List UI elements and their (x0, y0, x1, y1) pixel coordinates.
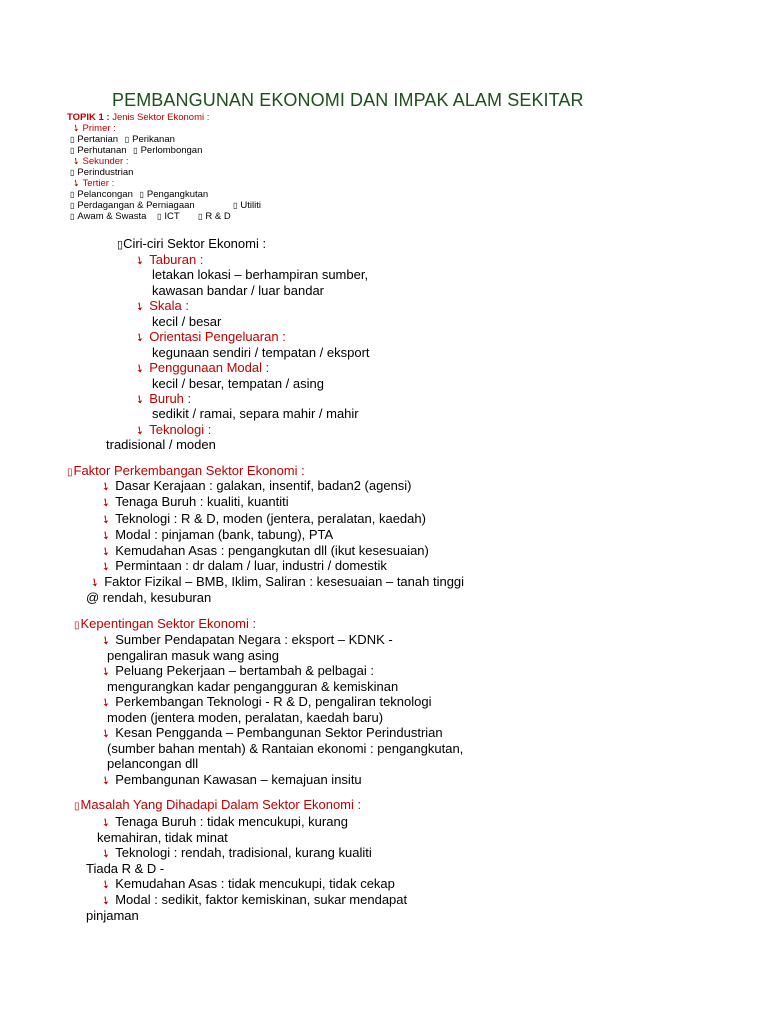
masalah-cont: Tiada R & D - (86, 861, 165, 876)
square-bullet-icon: ▯ (70, 168, 75, 177)
sekunder-label: Sekunder : (82, 156, 129, 167)
square-bullet-icon: ▯ (157, 212, 162, 221)
buruh-text: sedikit / ramai, separa mahir / mahir (152, 406, 359, 421)
faktor-heading-text: Faktor Perkembangan Sektor Ekonomi : (73, 463, 305, 478)
skala-label: Skala : (149, 298, 189, 313)
square-bullet-icon: ▯ (139, 190, 144, 199)
modal-heading (132, 360, 270, 377)
taburan-text-2: kawasan bandar / luar bandar (152, 283, 325, 298)
tertier-row-3c (198, 211, 231, 222)
faktor-item (98, 511, 426, 528)
square-bullet-icon: ▯ (117, 239, 124, 251)
square-bullet-icon: ▯ (198, 212, 203, 221)
faktor-item-text: Faktor Fizikal – BMB, Iklim, Saliran : kesesuaian – tanah tinggi (104, 574, 465, 589)
sekunder-row-1 (70, 167, 133, 178)
red-arrow-bullet-icon: ➘ (98, 815, 113, 831)
masalah-item (98, 845, 372, 862)
taburan-heading (132, 252, 204, 269)
buruh-label: Buruh : (149, 391, 192, 406)
red-arrow-bullet-icon: ➘ (98, 633, 113, 649)
masalah-item (98, 892, 408, 909)
primer-label: Primer : (82, 123, 116, 134)
red-arrow-bullet-icon: ➘ (98, 528, 113, 544)
tertier-row-3 (70, 211, 146, 222)
masalah-item-text: Teknologi : rendah, tradisional, kurang kualiti (115, 845, 372, 860)
list-item: R & D (205, 211, 231, 222)
faktor-item-text: Modal : pinjaman (bank, tabung), PTA (115, 527, 334, 542)
red-arrow-bullet-icon: ➘ (98, 512, 113, 528)
square-bullet-icon: ▯ (124, 135, 130, 144)
list-item: Pertanian (77, 134, 119, 145)
square-bullet-icon: ▯ (74, 620, 80, 631)
kepentingan-item (98, 694, 432, 711)
ciri-heading (117, 236, 266, 251)
list-item: Perdagangan & Perniagaan (77, 200, 195, 211)
square-bullet-icon: ▯ (70, 135, 75, 144)
buruh-heading (132, 391, 192, 408)
faktor-item-text: Permintaan : dr dalam / luar, industri / domestik (115, 558, 387, 573)
topik-text: Jenis Sektor Ekonomi : (109, 112, 210, 123)
red-arrow-bullet-icon: ➘ (98, 544, 113, 560)
taburan-text-1: letakan lokasi – berhampiran sumber, (152, 267, 369, 282)
red-arrow-bullet-icon: ➘ (98, 846, 113, 862)
square-bullet-icon: ▯ (233, 201, 238, 210)
red-arrow-bullet-icon: ➘ (132, 299, 147, 315)
orientasi-text: kegunaan sendiri / tempatan / eksport (152, 345, 370, 360)
list-item: Awam & Swasta (77, 211, 147, 222)
tertier-row-3b (157, 211, 180, 222)
red-arrow-bullet-icon: ➘ (98, 893, 113, 909)
kepentingan-cont: (sumber bahan mentah) & Rantaian ekonomi : pengangkutan, (107, 741, 464, 756)
red-arrow-bullet-icon: ➘ (98, 773, 113, 789)
masalah-item-text: Tenaga Buruh : tidak mencukupi, kurang (115, 814, 348, 829)
square-bullet-icon: ▯ (70, 201, 75, 210)
faktor-cont: @ rendah, kesuburan (86, 590, 212, 605)
red-arrow-bullet-icon: ➘ (132, 423, 147, 439)
masalah-item (98, 876, 395, 893)
tertier-row-1 (70, 189, 208, 200)
ciri-heading-text: Ciri-ciri Sektor Ekonomi : (123, 236, 267, 251)
list-item: Perikanan (132, 134, 175, 145)
topik-label: TOPIK 1 : (67, 112, 110, 123)
tertier-heading (72, 178, 114, 189)
taburan-label: Taburan : (149, 252, 204, 267)
faktor-item-text: Dasar Kerajaan : galakan, insentif, badan2 (agensi) (115, 478, 412, 493)
square-bullet-icon: ▯ (74, 801, 80, 812)
kepentingan-item (98, 772, 362, 789)
square-bullet-icon: ▯ (70, 212, 75, 221)
kepentingan-item-text: Peluang Pekerjaan – bertambah & pelbagai : (115, 663, 374, 678)
teknologi-label: Teknologi : (149, 422, 212, 437)
skala-heading (132, 298, 189, 315)
kepentingan-heading-text: Kepentingan Sektor Ekonomi : (80, 616, 257, 631)
skala-text: kecil / besar (152, 314, 222, 329)
red-arrow-bullet-icon: ➘ (98, 726, 113, 742)
list-item: Pelancongan (77, 189, 133, 200)
sekunder-heading (72, 156, 129, 167)
list-item: Perindustrian (77, 167, 134, 178)
primer-heading (72, 123, 116, 134)
red-arrow-bullet-icon: ➘ (132, 361, 147, 377)
kepentingan-item-text: Pembangunan Kawasan – kemajuan insitu (115, 772, 362, 787)
modal-text: kecil / besar, tempatan / asing (152, 376, 324, 391)
teknologi-heading (132, 422, 212, 439)
red-arrow-bullet-icon: ➘ (132, 330, 147, 346)
faktor-item (98, 527, 334, 544)
tertier-row-2 (70, 200, 195, 211)
faktor-item (98, 494, 289, 511)
faktor-item (98, 558, 387, 575)
teknologi-text: tradisional / moden (106, 437, 216, 452)
kepentingan-cont: mengurangkan kadar pengangguran & kemiskinan (107, 679, 399, 694)
kepentingan-cont: pengaliran masuk wang asing (107, 648, 279, 663)
masalah-heading (74, 797, 361, 812)
red-arrow-bullet-icon: ➘ (132, 253, 147, 269)
square-bullet-icon: ▯ (67, 467, 73, 478)
faktor-item (98, 478, 412, 495)
faktor-item-text: Tenaga Buruh : kualiti, kuantiti (115, 494, 289, 509)
faktor-item-text: Teknologi : R & D, moden (jentera, peralatan, kaedah) (115, 511, 426, 526)
red-arrow-bullet-icon: ➘ (98, 479, 113, 495)
masalah-cont: kemahiran, tidak minat (97, 830, 228, 845)
tertier-label: Tertier : (82, 178, 115, 189)
masalah-cont: pinjaman (86, 908, 139, 923)
faktor-item (87, 574, 465, 591)
topik-line (67, 112, 209, 123)
square-bullet-icon: ▯ (70, 190, 75, 199)
kepentingan-item-text: Kesan Pengganda – Pembangunan Sektor Perindustrian (115, 725, 443, 740)
red-arrow-bullet-icon: ➘ (70, 176, 83, 190)
kepentingan-item-text: Sumber Pendapatan Negara : eksport – KDNK - (115, 632, 393, 647)
primer-row-1 (70, 134, 175, 145)
red-arrow-bullet-icon: ➘ (70, 121, 83, 135)
red-arrow-bullet-icon: ➘ (70, 154, 83, 168)
list-item: Pengangkutan (146, 189, 209, 200)
orientasi-label: Orientasi Pengeluaran : (149, 329, 286, 344)
faktor-item-text: Kemudahan Asas : pengangkutan dll (ikut kesesuaian) (115, 543, 429, 558)
list-item: Perlombongan (140, 145, 203, 156)
kepentingan-heading (74, 616, 256, 631)
square-bullet-icon: ▯ (70, 146, 75, 155)
masalah-item-text: Kemudahan Asas : tidak mencukupi, tidak cekap (115, 876, 395, 891)
faktor-heading (67, 463, 305, 478)
tertier-row-2b (233, 200, 261, 211)
masalah-heading-text: Masalah Yang Dihadapi Dalam Sektor Ekonomi : (80, 797, 362, 812)
list-item: ICT (164, 211, 180, 222)
red-arrow-bullet-icon: ➘ (98, 877, 113, 893)
red-arrow-bullet-icon: ➘ (132, 392, 147, 408)
list-item: Perhutanan (77, 145, 127, 156)
square-bullet-icon: ▯ (133, 146, 138, 155)
orientasi-heading (132, 329, 286, 346)
faktor-item (98, 543, 429, 560)
list-item: Utiliti (240, 200, 261, 211)
red-arrow-bullet-icon: ➘ (98, 495, 113, 511)
modal-label: Penggunaan Modal : (149, 360, 270, 375)
kepentingan-item (98, 725, 443, 742)
kepentingan-cont: moden (jentera moden, peralatan, kaedah baru) (107, 710, 384, 725)
kepentingan-item (98, 632, 393, 649)
kepentingan-item-text: Perkembangan Teknologi - R & D, pengaliran teknologi (115, 694, 432, 709)
primer-row-2 (70, 145, 202, 156)
red-arrow-bullet-icon: ➘ (98, 559, 113, 575)
kepentingan-item (98, 663, 374, 680)
kepentingan-cont: pelancongan dll (107, 756, 199, 771)
page-title: PEMBANGUNAN EKONOMI DAN IMPAK ALAM SEKITAR (112, 90, 584, 110)
red-arrow-bullet-icon: ➘ (98, 695, 113, 711)
red-arrow-bullet-icon: ➘ (87, 575, 102, 591)
red-arrow-bullet-icon: ➘ (98, 664, 113, 680)
masalah-item (98, 814, 348, 831)
masalah-item-text: Modal : sedikit, faktor kemiskinan, sukar mendapat (115, 892, 408, 907)
